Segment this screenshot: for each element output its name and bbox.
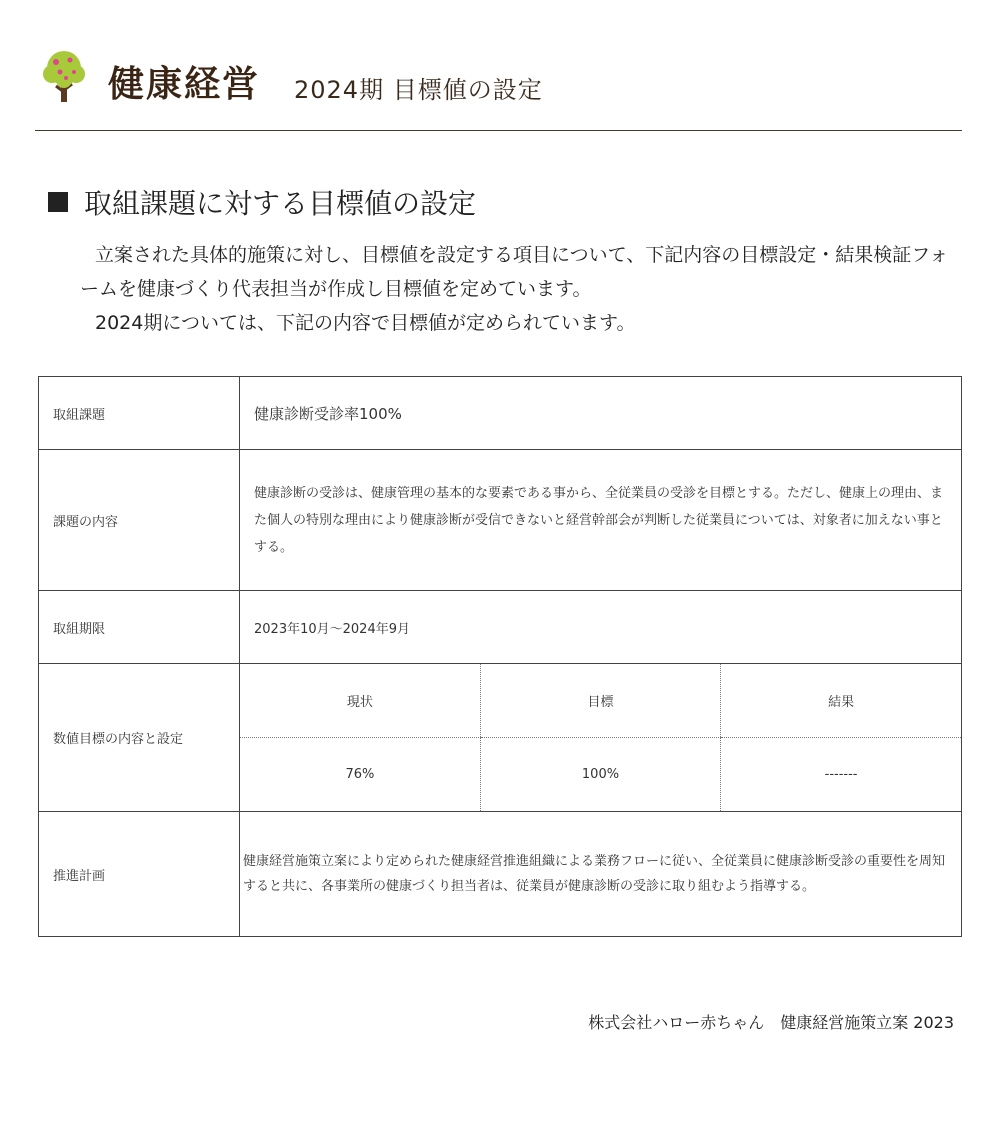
numeric-value-current: 76% bbox=[345, 767, 375, 782]
table-row bbox=[39, 591, 962, 664]
page-subtitle: 2024期 目標値の設定 bbox=[294, 76, 543, 104]
page-header bbox=[40, 48, 960, 108]
tree-icon bbox=[42, 48, 86, 104]
row-label: 取組期限 bbox=[39, 591, 240, 664]
table-row bbox=[39, 812, 962, 937]
numeric-value-target: 100% bbox=[480, 738, 720, 812]
numeric-header-result: 結果 bbox=[721, 664, 961, 738]
intro-paragraph: 立案された具体的施策に対し、目標値を設定する項目について、下記内容の目標設定・結果検証フォームを健康づくり代表担当が作成し目標値を定めています。 bbox=[80, 244, 949, 300]
row-value: 健康診断受診率100% bbox=[240, 377, 962, 450]
numeric-value-result: ------- bbox=[721, 738, 961, 812]
table-row bbox=[39, 377, 962, 450]
row-label: 数値目標の内容と設定 bbox=[39, 664, 240, 812]
table-row bbox=[39, 450, 962, 591]
numeric-header-current: 現状 bbox=[240, 664, 480, 738]
numeric-header-row bbox=[240, 664, 961, 738]
numeric-target-table bbox=[240, 664, 961, 811]
numeric-value-row bbox=[240, 738, 961, 812]
row-label: 推進計画 bbox=[39, 812, 240, 937]
numeric-target-cell bbox=[240, 664, 962, 812]
square-bullet-icon bbox=[48, 192, 68, 212]
intro-paragraph: 2024期については、下記の内容で目標値が定められています。 bbox=[95, 312, 636, 334]
intro-text bbox=[80, 238, 960, 340]
goal-table bbox=[38, 376, 962, 937]
row-label: 課題の内容 bbox=[39, 450, 240, 591]
section-heading bbox=[48, 182, 476, 222]
table-row bbox=[39, 664, 962, 812]
row-value: 健康経営施策立案により定められた健康経営推進組織による業務フローに従い、全従業員に健康診断受診の重要性を周知すると共に、各事業所の健康づくり担当者は、従業員が健康診断の受診に取り組むよう指導する。 bbox=[240, 812, 962, 937]
row-label: 取組課題 bbox=[39, 377, 240, 450]
header-divider bbox=[35, 130, 962, 131]
row-value: 健康診断の受診は、健康管理の基本的な要素である事から、全従業員の受診を目標とする。ただし、健康上の理由、また個人の特別な理由により健康診断が受信できないと経営幹部会が判断した従業員については、対象者に加えない事とする。 bbox=[240, 450, 962, 591]
footer-credit: 株式会社ハロー赤ちゃん 健康経営施策立案 2023 bbox=[588, 1013, 954, 1032]
section-heading-text: 取組課題に対する目標値の設定 bbox=[84, 187, 477, 220]
numeric-header-target: 目標 bbox=[480, 664, 720, 738]
brand-title: 健康経営 bbox=[108, 64, 261, 105]
row-value: 2023年10月～2024年9月 bbox=[240, 591, 962, 664]
